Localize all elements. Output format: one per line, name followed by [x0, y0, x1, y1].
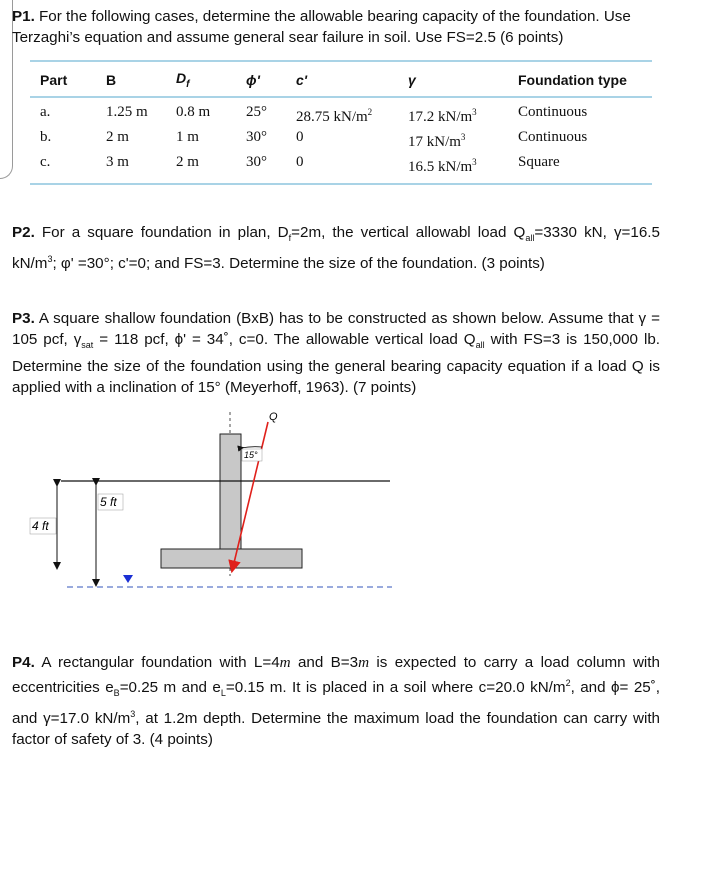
- header-gamma: γ: [408, 61, 518, 97]
- problem-3-text-3: 150,000 lb. Determine the size of the foundation using the general bearing capacity equation if a load Q is applied with a inclination of 15° (Meyerhoff, 1963). (7 points): [12, 331, 660, 397]
- table-row: [30, 152, 652, 184]
- problem-4-sup-3: 3: [130, 709, 136, 720]
- problem-4-text-2: and B=3: [290, 654, 359, 671]
- problem-4-text-4: with eccentricities e: [12, 654, 660, 697]
- problem-4-unit-1: m: [279, 654, 291, 671]
- problem-3-text-2b: = 118 pcf, ϕ' = 34˚, c=0. The allowable vertical load Q: [93, 331, 476, 348]
- cell-gamma-exp: 3: [472, 156, 477, 167]
- problem-3-number: P3.: [12, 310, 35, 327]
- problem-3-sub-all: all: [475, 340, 485, 351]
- problem-4-text-6: =0.15 m. It is placed in a soil where c=20.0 kN/m: [225, 679, 566, 697]
- problem-2-text-b: =2m, the vertical allowabl load Q: [291, 224, 526, 241]
- problem-4-text-5: =0.25 m and e: [119, 679, 221, 697]
- problem-3-sub-sat: sat: [81, 340, 94, 351]
- cell-b: 1.25 m: [106, 103, 148, 120]
- cell-b: 3 m: [106, 152, 176, 184]
- problem-2: [12, 222, 660, 274]
- problem-1-text: For the following cases, determine the allowable bearing capacity of the foundation. Use Terzaghi’s equation and assume general sear failure in soil. Use FS=2.5 (6 points): [12, 8, 631, 46]
- problem-4: [12, 652, 660, 750]
- cell-phi: 30°: [246, 128, 267, 145]
- column: [220, 434, 241, 549]
- problem-4-text-3: is expected to carry a load column: [369, 654, 626, 671]
- problem-4-unit-2: m: [358, 654, 370, 671]
- problem-2-sup-3: 3: [47, 254, 53, 265]
- foundation-figure: [0, 400, 720, 600]
- cell-gamma-value: 17.2 kN/m: [408, 108, 473, 125]
- load-label: Q: [269, 411, 278, 423]
- angle-label: 15°: [244, 450, 258, 460]
- cell-gamma-exp: 3: [472, 106, 477, 117]
- problem-4-text-7: , and ϕ= 25˚, and γ=17.0 kN/m: [12, 679, 660, 728]
- cell-c: [296, 97, 408, 127]
- problem-2-text-d: γ=16.5 kN/m: [12, 224, 660, 273]
- problem-2-text-e: ; φ' =30°; c'=0; and FS=3. Determine the size of the foundation. (3 points): [52, 255, 545, 273]
- water-table-symbol: [123, 575, 133, 583]
- problem-3: [12, 308, 660, 398]
- problem-3-text-2a: that γ = 105 pcf, γ: [12, 310, 660, 348]
- table-row: [30, 127, 652, 152]
- header-df: [176, 61, 246, 97]
- problem-2-text-a: For a square foundation in plan, D: [41, 224, 289, 241]
- header-c: c': [296, 61, 408, 97]
- problem-3-text-2c: with FS=3 is: [484, 331, 578, 348]
- problem-4-number: P4.: [12, 654, 35, 671]
- cell-phi: 30°: [246, 152, 296, 184]
- problem-2-number: P2.: [12, 224, 35, 241]
- cell-df: 2 m: [176, 152, 246, 184]
- cell-type: Continuous: [518, 103, 588, 120]
- problem-2-text-c: =3330 kN,: [534, 224, 607, 241]
- depth-label: 5 ft: [100, 495, 117, 509]
- cell-c-value: 28.75 kN/m: [296, 108, 368, 125]
- problem-4-sub-b: B: [113, 688, 120, 699]
- header-df-label: D: [176, 70, 187, 86]
- cell-df: 1 m: [176, 128, 199, 145]
- cell-c-exp: 2: [367, 106, 373, 117]
- cell-phi: 25°: [246, 103, 267, 120]
- problem-1-number: P1.: [12, 8, 35, 25]
- header-b: B: [106, 61, 176, 97]
- cell-part: a.: [40, 103, 51, 120]
- header-df-sub: f: [186, 78, 190, 90]
- table-header-row: [30, 61, 652, 97]
- cell-gamma-value: 17 kN/m: [408, 133, 461, 150]
- problem-1: [12, 6, 660, 48]
- header-foundation-type: Foundation type: [518, 61, 652, 97]
- cell-part: c.: [30, 152, 106, 184]
- problem-4-text-1: A rectangular foundation with L=4: [41, 654, 280, 671]
- cell-gamma: [408, 97, 518, 127]
- cell-part: b.: [40, 128, 52, 145]
- cell-gamma: [408, 127, 518, 152]
- water-label: 4 ft: [32, 519, 49, 533]
- cell-gamma: [408, 152, 518, 184]
- cell-c: 0: [296, 152, 408, 184]
- header-phi: ϕ': [246, 61, 296, 97]
- cell-b: 2 m: [106, 128, 129, 145]
- table-row: [30, 97, 652, 127]
- cell-type: Continuous: [518, 128, 588, 145]
- problem-4-text-8: , at 1.2m depth. Determine the maximum load the foundation can carry with factor of safety of 3. (4 points): [12, 710, 661, 749]
- problem-2-sub-all: all: [525, 233, 535, 244]
- cell-gamma-value: 16.5 kN/m: [408, 158, 473, 175]
- parameters-table: [30, 60, 652, 185]
- footing: [161, 549, 302, 568]
- angle-arc: [241, 447, 262, 448]
- header-part: Part: [30, 61, 106, 97]
- cell-type: Square: [518, 152, 652, 184]
- problem-4-sub-l: L: [220, 688, 226, 699]
- problem-2-sub-f: f: [288, 233, 292, 244]
- problem-3-text-1: A square shallow foundation (BxB) has to be constructed as shown below. Assume: [38, 310, 604, 327]
- problem-4-sup-2: 2: [565, 678, 571, 688]
- cell-gamma-exp: 3: [460, 131, 466, 142]
- cell-c: 0: [296, 128, 304, 145]
- cell-df: 0.8 m: [176, 103, 211, 120]
